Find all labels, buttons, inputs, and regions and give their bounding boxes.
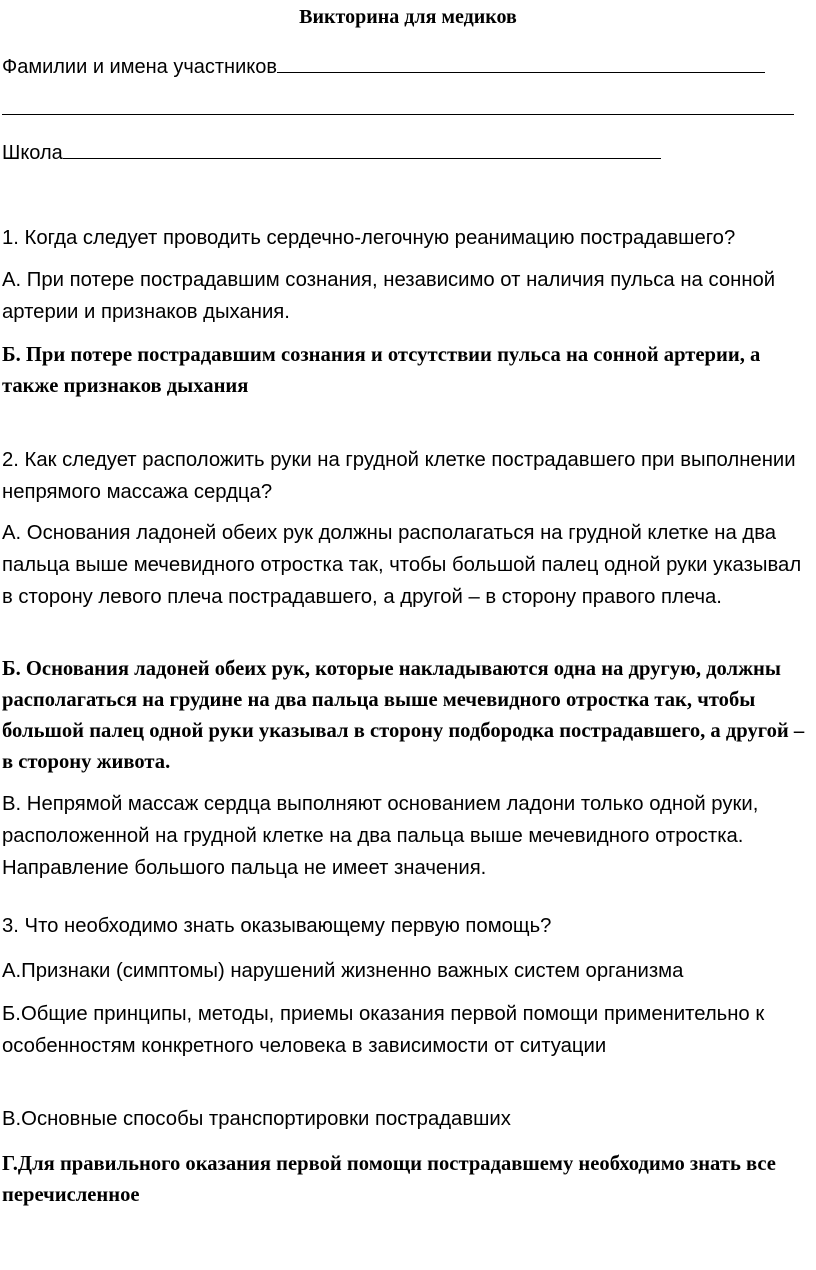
question-3: 3. Что необходимо знать оказывающему первую помощь? <box>2 915 552 937</box>
participants-blank-line[interactable] <box>277 52 765 73</box>
question-1: 1. Когда следует проводить сердечно-легочную реанимацию пострадавшего? <box>2 227 736 249</box>
school-label: Школа <box>2 142 63 164</box>
school-blank-line[interactable] <box>63 138 661 159</box>
question-3-answer-v: В.Основные способы транспортировки пострадавших <box>2 1108 511 1130</box>
question-3-answer-a: А.Признаки (симптомы) нарушений жизненно важных систем организма <box>2 960 684 982</box>
question-2-answer-a: А. Основания ладоней обеих рук должны располагаться на грудной клетке на два пальца выше мечевидного отростка так, чтобы большой палец одной руки указывал в сторону левого плеча пострадавшего, а другой – в сторону правого плеча. <box>2 522 802 608</box>
participants-blank-line-2[interactable] <box>2 114 794 115</box>
question-3-answer-b: Б.Общие принципы, методы, приемы оказания первой помощи применительно к особенностям конкретного человека в зависимости от ситуации <box>2 1003 765 1057</box>
participants-label: Фамилии и имена участников <box>2 56 277 78</box>
question-1-answer-a: А. При потере пострадавшим сознания, независимо от наличия пульса на сонной артерии и признаков дыхания. <box>2 269 776 323</box>
question-2-answer-b-correct: Б. Основания ладоней обеих рук, которые накладываются одна на другую, должны располагаться на грудине на два пальца выше мечевидного отростка так, чтобы большой палец одной руки указывал в сторону подбородка пострадавшего, а другой – в сторону живота. <box>2 658 805 773</box>
question-1-answer-b-correct: Б. При потере пострадавшим сознания и отсутствии пульса на сонной артерии, а также признаков дыхания <box>2 344 761 397</box>
question-2: 2. Как следует расположить руки на грудной клетке пострадавшего при выполнении непрямого массажа сердца? <box>2 449 796 503</box>
question-2-answer-v: В. Непрямой массаж сердца выполняют основанием ладони только одной руки, расположенной на грудной клетке на два пальца выше мечевидного отростка. Направление большого пальца не имеет значения. <box>2 793 759 879</box>
question-3-answer-g-correct: Г.Для правильного оказания первой помощи пострадавшему необходимо знать все перечисленное <box>2 1153 776 1206</box>
document-title: Викторина для медиков <box>299 6 517 28</box>
school-field <box>2 138 661 166</box>
participants-field <box>2 52 765 80</box>
